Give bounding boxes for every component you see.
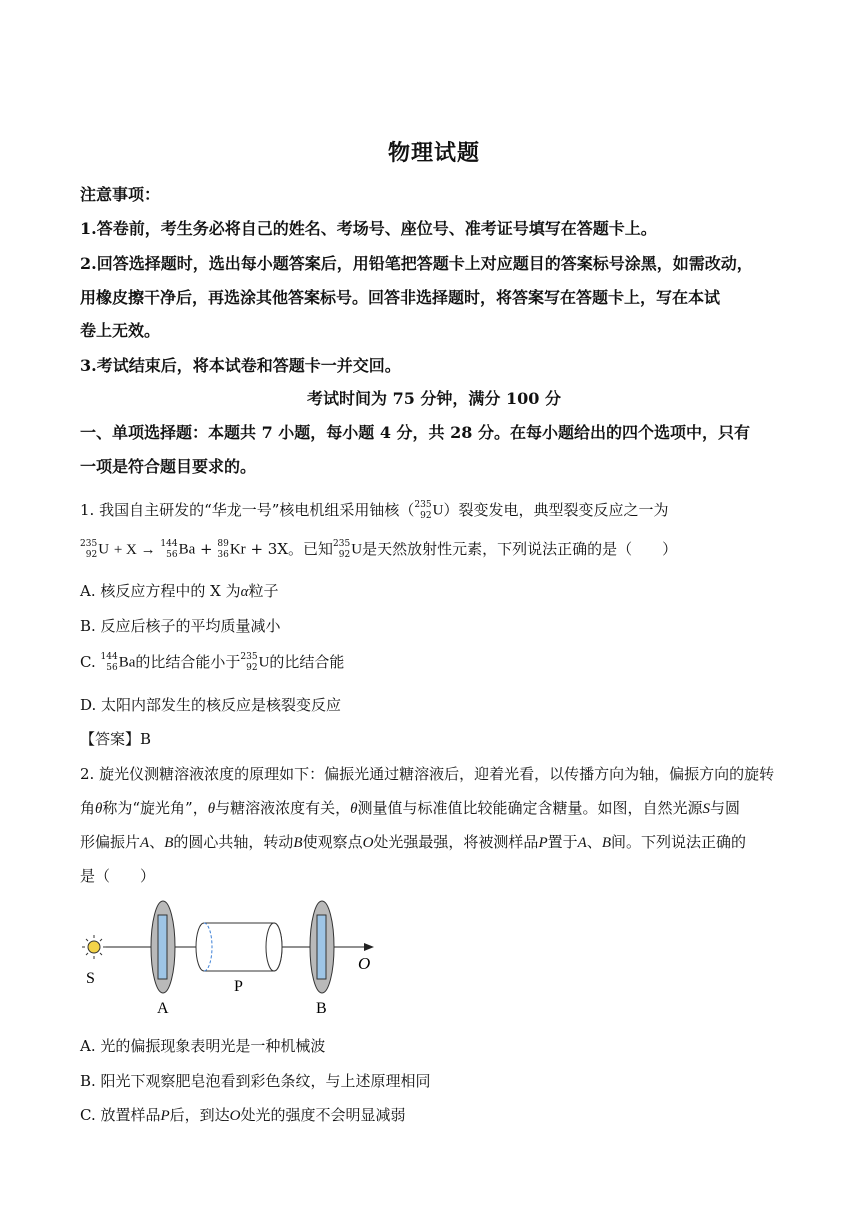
q2-l3-f: 间。下列说法正确的 [610, 833, 746, 851]
q1-stem-text-b: ）裂变发电，典型裂变反应之一为 [443, 501, 669, 519]
q2-l3-c: 使观察点 [302, 833, 363, 851]
q2-opt-c-a: C. 放置样品 [80, 1106, 161, 1124]
q2-option-c [80, 1104, 792, 1125]
q2-option-a: A. 光的偏振现象表明光是一种机械波 [80, 1037, 326, 1055]
q1-opt-a-text: A. 核反应方程中的 X 为 [80, 582, 241, 600]
notice-heading: 注意事项： [80, 185, 161, 204]
q1-stem-line2 [80, 538, 792, 561]
optc-ba-symbol: Ba [118, 654, 136, 671]
q2-opt-c-c: 处光的强度不会明显减弱 [240, 1106, 406, 1124]
eq-plus-x: + X → [113, 542, 156, 558]
q1-opt-a-text2: 粒子 [248, 582, 279, 600]
q1-stem-line1 [80, 499, 792, 522]
q2-stem-line4: 是（ ） [80, 867, 156, 885]
eq-u-z: 92 [85, 550, 98, 560]
q1-stem-text-a: 1. 我国自主研发的“华龙一号”核电机组采用铀核（ [80, 501, 415, 519]
label-s: S [86, 970, 95, 987]
u-z: 92 [420, 511, 432, 521]
q2-l2-b: 称为“旋光角”， [102, 799, 208, 817]
uranium-isotope [414, 500, 443, 522]
eq-kr-mass: 89 [217, 539, 229, 549]
notice-item-1: 1.答卷前，考生务必将自己的姓名、考场号、座位号、准考证号填写在答题卡上。 [80, 219, 657, 238]
notice-item-2-line2: 用橡皮擦干净后，再选涂其他答案标号。回答非选择题时，将答案写在答题卡上，写在本试 [80, 288, 721, 307]
u-mass: 235 [414, 500, 432, 510]
known-u-symbol: U [351, 541, 363, 558]
page-title: 物理试题 [387, 140, 480, 166]
theta-symbol-2: θ [207, 801, 216, 817]
label-p: P [234, 978, 243, 995]
eq-kr-symbol: Kr [229, 541, 246, 558]
q2-l3-e: 置于 [547, 833, 578, 851]
polarizer-b [310, 901, 334, 993]
sun-icon [82, 935, 106, 959]
eq-u-symbol: U [98, 541, 110, 558]
theta-symbol: θ [95, 801, 103, 817]
optc-barium [101, 652, 136, 674]
q2-l3-b: 的圆心共轴，转动 [173, 833, 294, 851]
a-symbol: A [140, 835, 150, 851]
eq-ba-symbol: Ba [178, 541, 196, 558]
notice-item-2-line3: 卷上无效。 [80, 321, 161, 340]
q1-option-d: D. 太阳内部发生的核反应是核裂变反应 [80, 696, 342, 714]
b-symbol-3: B [601, 835, 611, 851]
section1-line1: 一、单项选择题：本题共 7 小题，每小题 4 分，共 28 分。在每小题给出的四个选项中，只有 [80, 423, 750, 442]
q2-stem-line1: 2. 旋光仪测糖溶液浓度的原理如下：偏振光通过糖溶液后，迎着光看，以传播方向为轴，偏振方向的旋转 [80, 765, 775, 783]
o-symbol-2: O [229, 1108, 241, 1124]
q2-option-b: B. 阳光下观察肥皂泡看到彩色条纹，与上述原理相同 [80, 1072, 431, 1090]
known-uranium [333, 539, 362, 561]
q1-opt-c-text2: 的比结合能 [269, 653, 345, 671]
sep-1: 、 [149, 833, 165, 851]
eq-u-mass: 235 [80, 539, 98, 549]
eq-krypton [217, 539, 245, 561]
q2-l3-d: 处光强最强，将被测样品 [373, 833, 539, 851]
alpha-symbol: α [240, 584, 249, 600]
q1-stem-text-c: 是天然放射性元素，下列说法正确的是（ ） [362, 540, 678, 558]
q1-known: 。已知 [288, 540, 334, 558]
q1-opt-c-text: 的比结合能小于 [135, 653, 241, 671]
q2-l2-c: 与糖溶液浓度有关， [215, 799, 351, 817]
q1-answer: 【答案】B [80, 730, 152, 748]
s-symbol: S [702, 801, 711, 817]
eq-uranium [80, 539, 109, 561]
eq-barium [160, 539, 195, 561]
label-b: B [316, 1000, 327, 1017]
q1-opt-c-label: C. [80, 653, 96, 671]
label-o: O [358, 954, 371, 973]
optc-u-symbol: U [258, 654, 270, 671]
optc-u-z: 92 [246, 663, 258, 673]
polarimeter-diagram [78, 895, 388, 1020]
b-symbol: B [164, 835, 174, 851]
eq-tail: + 3X [250, 540, 289, 558]
o-symbol: O [362, 835, 374, 851]
theta-symbol-3: θ [350, 801, 358, 817]
notice-item-3: 3.考试结束后，将本试卷和答题卡一并交回。 [80, 356, 401, 375]
u-symbol: U [432, 502, 444, 519]
eq-ba-z: 56 [166, 550, 178, 560]
sep-2: 、 [586, 833, 602, 851]
optc-ba-mass: 144 [100, 652, 118, 662]
known-u-z: 92 [338, 550, 351, 560]
notice-item-2-text1: 2.回答选择题时，选出每小题答案后，用铅笔把答题卡上对应题目的答案标号涂黑，如需改动， [80, 254, 753, 273]
a-symbol-2: A [577, 835, 587, 851]
eq-ba-mass: 144 [160, 539, 178, 549]
sample-tube [196, 923, 282, 971]
p-symbol-2: P [160, 1108, 170, 1124]
eq-kr-z: 36 [217, 550, 229, 560]
q2-opt-c-b: 后，到达 [169, 1106, 230, 1124]
optc-u-mass: 235 [240, 652, 258, 662]
p-symbol: P [538, 835, 548, 851]
q1-option-c [80, 651, 792, 674]
q1-option-b: B. 反应后核子的平均质量减小 [80, 617, 281, 635]
b-symbol-2: B [293, 835, 303, 851]
q1-option-a [80, 580, 792, 601]
axis-arrowhead [364, 943, 374, 951]
q2-l2-d: 测量值与标准值比较能确定含糖量。如图，自然光源 [357, 799, 703, 817]
q2-stem-line2 [80, 797, 792, 818]
eq-plus: + [200, 540, 213, 558]
section1-line2: 一项是符合题目要求的。 [80, 457, 257, 476]
optc-ba-z: 56 [106, 663, 118, 673]
notice-item-2-line1 [80, 251, 792, 274]
q2-l3-a: 形偏振片 [80, 833, 141, 851]
exam-time: 考试时间为 75 分钟，满分 100 分 [307, 389, 561, 408]
polarizer-a [151, 901, 175, 993]
optc-uranium [240, 652, 269, 674]
label-a: A [157, 1000, 169, 1017]
known-u-mass: 235 [333, 539, 351, 549]
q2-l2-a: 角 [80, 799, 96, 817]
q2-stem-line3 [80, 831, 792, 852]
q2-l2-e: 与圆 [710, 799, 741, 817]
